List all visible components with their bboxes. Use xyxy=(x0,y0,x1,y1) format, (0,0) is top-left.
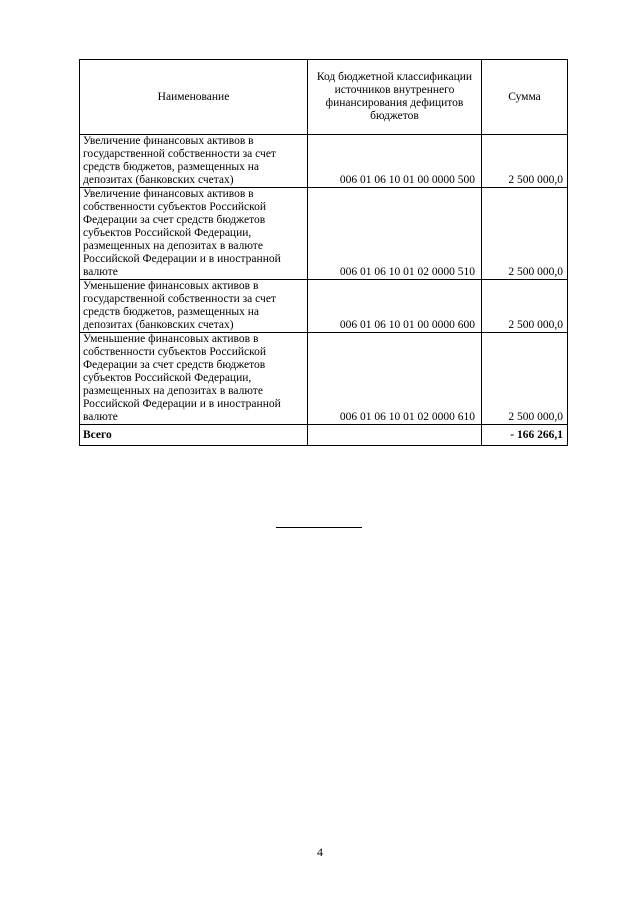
header-code: Код бюджетной классификации источников внутреннего финансирования дефицитов бюджетов xyxy=(308,60,482,135)
row-sum: 2 500 000,0 xyxy=(482,135,568,188)
row-sum: 2 500 000,0 xyxy=(482,280,568,333)
table-row xyxy=(80,333,568,425)
row-code: 006 01 06 10 01 02 0000 510 xyxy=(308,188,482,280)
row-sum: 2 500 000,0 xyxy=(482,333,568,425)
budget-sources-table xyxy=(79,59,568,446)
section-divider-line xyxy=(276,527,362,528)
row-sum: 2 500 000,0 xyxy=(482,188,568,280)
row-name: Увеличение финансовых активов в государственной собственности за счет средств бюджетов, размещенных на депозитах (банковских счетах) xyxy=(80,135,308,188)
row-code: 006 01 06 10 01 00 0000 500 xyxy=(308,135,482,188)
page-number: 4 xyxy=(317,845,323,859)
row-code: 006 01 06 10 01 02 0000 610 xyxy=(308,333,482,425)
total-label: Всего xyxy=(80,425,308,446)
row-name: Уменьшение финансовых активов в собственности субъектов Российской Федерации за счет средств бюджетов субъектов Российской Федерации, размещенных на депозитах в валюте Российской Федерации и в иностранной валюте xyxy=(80,333,308,425)
table-header-row xyxy=(80,60,568,135)
row-code: 006 01 06 10 01 00 0000 600 xyxy=(308,280,482,333)
header-sum: Сумма xyxy=(482,60,568,135)
table-row xyxy=(80,135,568,188)
table-row xyxy=(80,188,568,280)
table-row xyxy=(80,280,568,333)
header-name: Наименование xyxy=(80,60,308,135)
total-sum: - 166 266,1 xyxy=(482,425,568,446)
row-name: Уменьшение финансовых активов в государственной собственности за счет средств бюджетов, размещенных на депозитах (банковских счетах) xyxy=(80,280,308,333)
total-code-empty xyxy=(308,425,482,446)
row-name: Увеличение финансовых активов в собственности субъектов Российской Федерации за счет средств бюджетов субъектов Российской Федерации, размещенных на депозитах в валюте Российской Федерации и в иностранной валюте xyxy=(80,188,308,280)
total-row xyxy=(80,425,568,446)
